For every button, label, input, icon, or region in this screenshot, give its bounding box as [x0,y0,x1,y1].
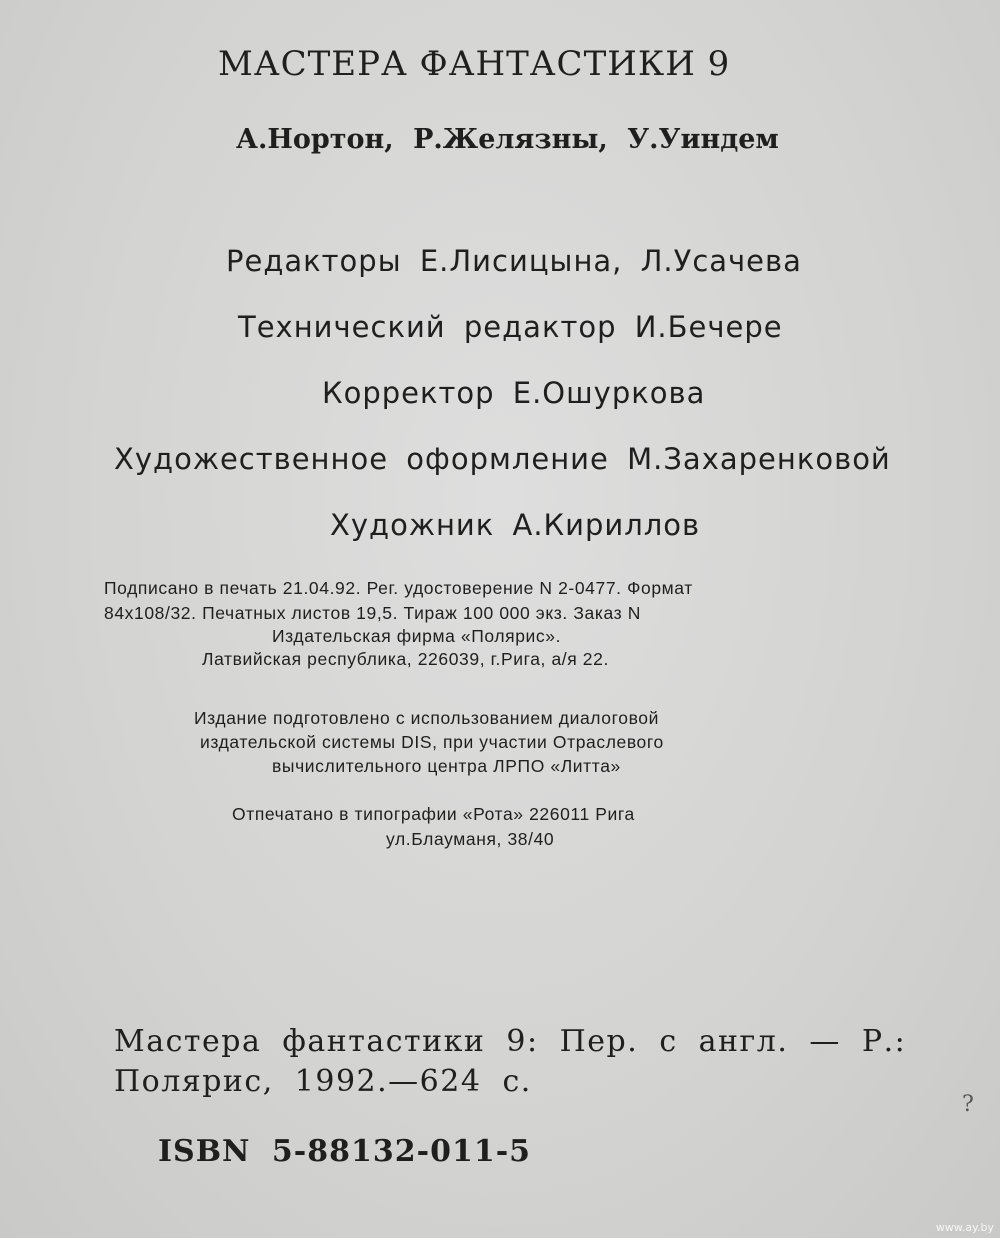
imprint-line-1: Подписано в печать 21.04.92. Рег. удостоверение N 2-0477. Формат [104,578,693,598]
imprint-line-2: 84x108/32. Печатных листов 19,5. Тираж 100 000 экз. Заказ N [104,603,641,623]
watermark-text: www.ay.by [935,1221,994,1234]
bibliographic-line-1: Мастера фантастики 9: Пер. с англ. — Р.: [114,1024,907,1059]
proofreader-credit: Корректор Е.Ошуркова [322,376,706,410]
series-title: МАСТЕРА ФАНТАСТИКИ 9 [218,44,731,84]
editors-credit: Редакторы Е.Лисицына, Л.Усачева [226,244,802,278]
printing-line-1: Отпечатано в типографии «Рота» 226011 Рига [232,804,635,824]
margin-mark: ? [962,1092,974,1117]
preparation-line-2: издательской системы DIS, при участии Отраслевого [200,732,664,752]
authors-line: А.Нортон, Р.Желязны, У.Уиндем [236,124,779,155]
artist-credit: Художник А.Кириллов [330,508,701,542]
imprint-line-3: Издательская фирма «Полярис». [272,626,562,646]
preparation-line-1: Издание подготовлено с использованием диалоговой [194,708,659,728]
bibliographic-line-2: Полярис, 1992.—624 с. [114,1064,532,1099]
technical-editor-credit: Технический редактор И.Бечере [238,310,783,344]
imprint-line-4: Латвийская республика, 226039, г.Рига, а/я 22. [202,649,609,669]
art-design-credit: Художественное оформление М.Захаренковой [114,442,891,476]
printing-line-2: ул.Блауманя, 38/40 [386,829,555,849]
preparation-line-3: вычислительного центра ЛРПО «Литта» [272,756,621,776]
isbn-number: ISBN 5-88132-011-5 [158,1134,532,1169]
